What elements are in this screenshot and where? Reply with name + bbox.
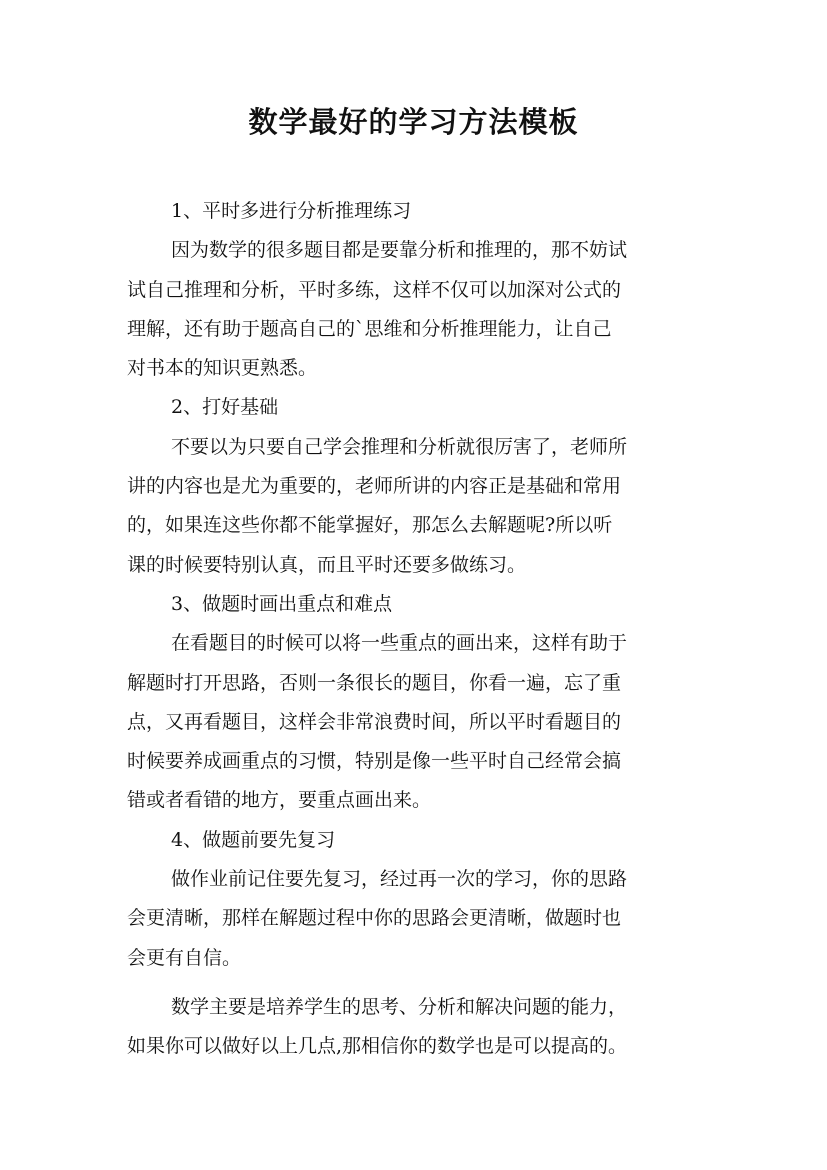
conclusion-line: 数学主要是培养学生的思考、分析和解决问题的能力， [171, 995, 628, 1018]
conclusion-line: 如果你可以做好以上几点,那相信你的数学也是可以提高的。 [127, 1035, 628, 1058]
section-heading-4: 4、做题前要先复习 [171, 828, 336, 851]
section-heading-3: 3、做题时画出重点和难点 [171, 592, 393, 615]
paragraph-line: 解题时打开思路，否则一条很长的题目，你看一遍，忘了重 [127, 671, 622, 694]
paragraph-line: 会更有自信。 [127, 946, 242, 969]
paragraph-line: 课的时候要特别认真，而且平时还要多做练习。 [127, 553, 527, 576]
paragraph-line: 因为数学的很多题目都是要靠分析和推理的，那不妨试 [171, 239, 628, 262]
document-title: 数学最好的学习方法模板 [248, 105, 579, 139]
paragraph-line: 理解，还有助于题高自己的`思维和分析推理能力，让自己 [127, 317, 612, 340]
paragraph-line: 做作业前记住要先复习，经过再一次的学习，你的思路 [171, 868, 628, 891]
section-heading-2: 2、打好基础 [171, 396, 279, 419]
paragraph-line: 的，如果连这些你都不能掌握好，那怎么去解题呢?所以听 [127, 514, 613, 537]
paragraph-line: 错或者看错的地方，要重点画出来。 [127, 789, 432, 812]
document-body [127, 192, 705, 1067]
paragraph-line: 对书本的知识更熟悉。 [127, 357, 318, 380]
paragraph-line: 在看题目的时候可以将一些重点的画出来，这样有助于 [171, 632, 628, 655]
paragraph-line: 讲的内容也是尤为重要的，老师所讲的内容正是基础和常用 [127, 475, 622, 498]
paragraph-line: 会更清晰，那样在解题过程中你的思路会更清晰，做题时也 [127, 907, 622, 930]
paragraph-line: 时候要养成画重点的习惯，特别是像一些平时自己经常会搞 [127, 750, 622, 773]
section-heading-1: 1、平时多进行分析推理练习 [171, 200, 412, 222]
paragraph-line: 试自己推理和分析，平时多练，这样不仅可以加深对公式的 [127, 278, 622, 301]
paragraph-line: 点，又再看题目，这样会非常浪费时间，所以平时看题目的 [127, 710, 622, 733]
paragraph-line: 不要以为只要自己学会推理和分析就很厉害了，老师所 [171, 435, 628, 458]
